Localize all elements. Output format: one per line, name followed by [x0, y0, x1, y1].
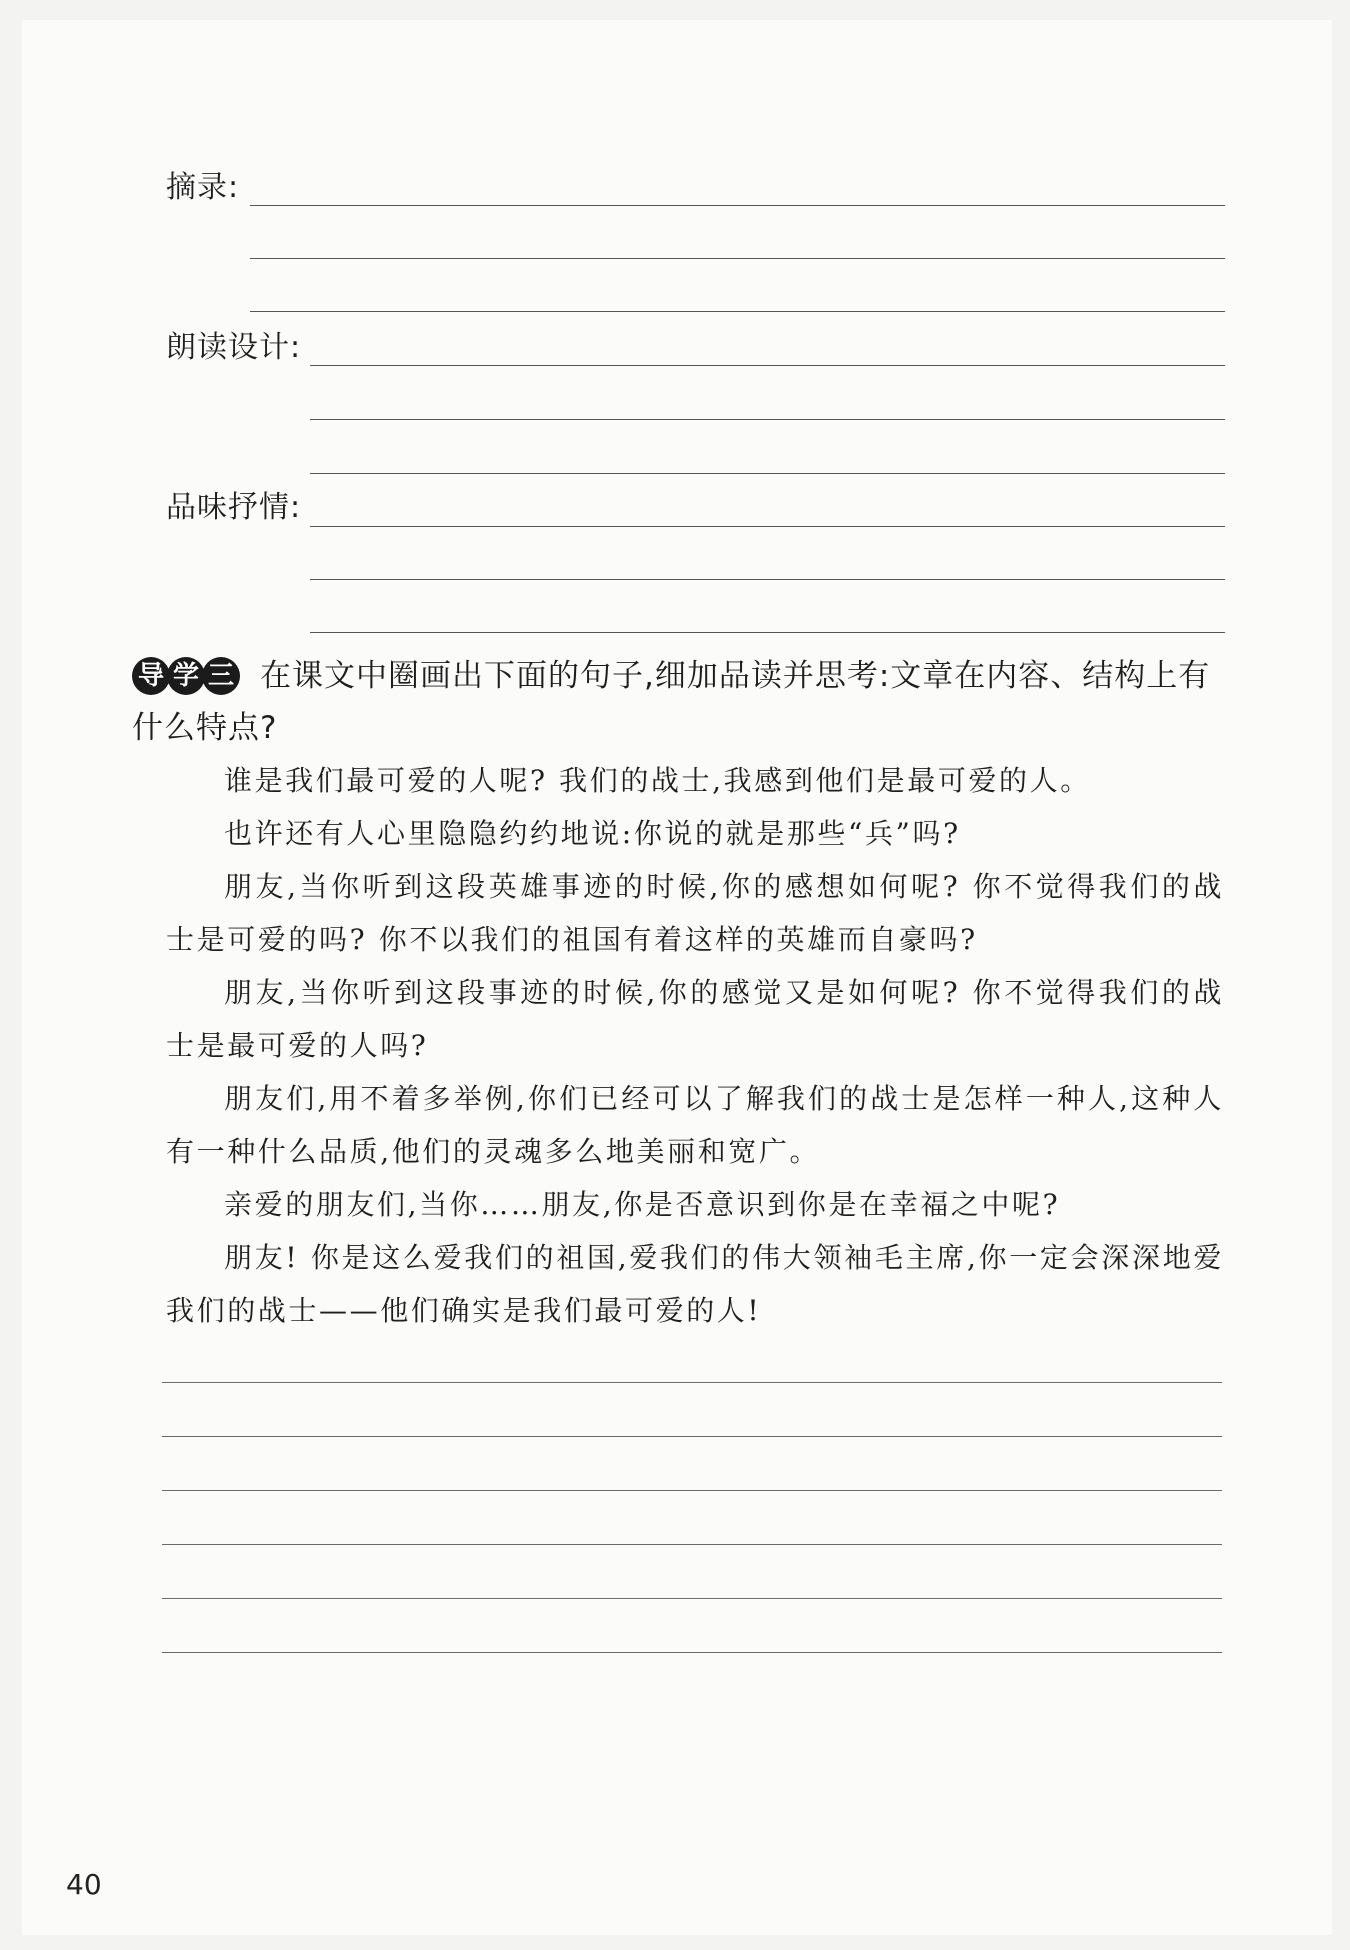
quote-paragraph-6: 亲爱的朋友们,当你……朋友,你是否意识到你是在幸福之中呢?	[224, 1188, 1061, 1221]
page-number: 40	[66, 1868, 102, 1901]
quote-paragraph-4: 朋友,当你听到这段事迹的时候,你的感觉又是如何呢? 你不觉得我们的战士是最可爱的人吗?	[166, 976, 1224, 1062]
guide-three-badge	[132, 657, 244, 695]
excerpt-answer-line-3[interactable]	[250, 311, 1225, 312]
quote-paragraph-7: 朋友! 你是这么爱我们的祖国,爱我们的伟大领袖毛主席,你一定会深深地爱我们的战士——他们确实是我们最可爱的人!	[166, 1241, 1224, 1327]
reading-design-label: 朗读设计:	[166, 330, 302, 365]
reading-design-answer-line-3[interactable]	[310, 473, 1225, 474]
quote-paragraph-1: 谁是我们最可爱的人呢? 我们的战士,我感到他们是最可爱的人。	[224, 764, 1091, 797]
reading-design-answer-line-1[interactable]	[310, 365, 1225, 366]
quote-paragraph-3: 朋友,当你听到这段英雄事迹的时候,你的感想如何呢? 你不觉得我们的战士是可爱的吗? 你不以我们的祖国有着这样的英雄而自豪吗?	[166, 870, 1224, 956]
guide-three-task-line-1: 在课文中圈画出下面的句子,细加品读并思考:文章在内容、结构上有	[260, 658, 1211, 694]
badge-char-2: 学	[167, 657, 205, 695]
answer-line-4[interactable]	[162, 1544, 1222, 1545]
excerpt-answer-line-2[interactable]	[250, 258, 1225, 259]
badge-char-1: 导	[132, 657, 170, 695]
quote-paragraph-5: 朋友们,用不着多举例,你们已经可以了解我们的战士是怎样一种人,这种人有一种什么品质,他们的灵魂多么地美丽和宽广。	[166, 1082, 1224, 1168]
excerpt-answer-line-1[interactable]	[250, 205, 1225, 206]
reading-design-answer-line-2[interactable]	[310, 419, 1225, 420]
answer-line-1[interactable]	[162, 1382, 1222, 1383]
excerpt-label: 摘录:	[166, 170, 240, 205]
savor-answer-line-3[interactable]	[310, 632, 1225, 633]
badge-char-3: 三	[202, 657, 240, 695]
quote-paragraph-2: 也许还有人心里隐隐约约地说:你说的就是那些“兵”吗?	[224, 817, 961, 850]
savor-answer-line-1[interactable]	[310, 526, 1225, 527]
answer-line-2[interactable]	[162, 1436, 1222, 1437]
guide-three-task-line-2: 什么特点?	[132, 710, 278, 746]
savor-answer-line-2[interactable]	[310, 579, 1225, 580]
answer-line-5[interactable]	[162, 1598, 1222, 1599]
answer-line-6[interactable]	[162, 1652, 1222, 1653]
savor-label: 品味抒情:	[166, 490, 302, 525]
answer-line-3[interactable]	[162, 1490, 1222, 1491]
